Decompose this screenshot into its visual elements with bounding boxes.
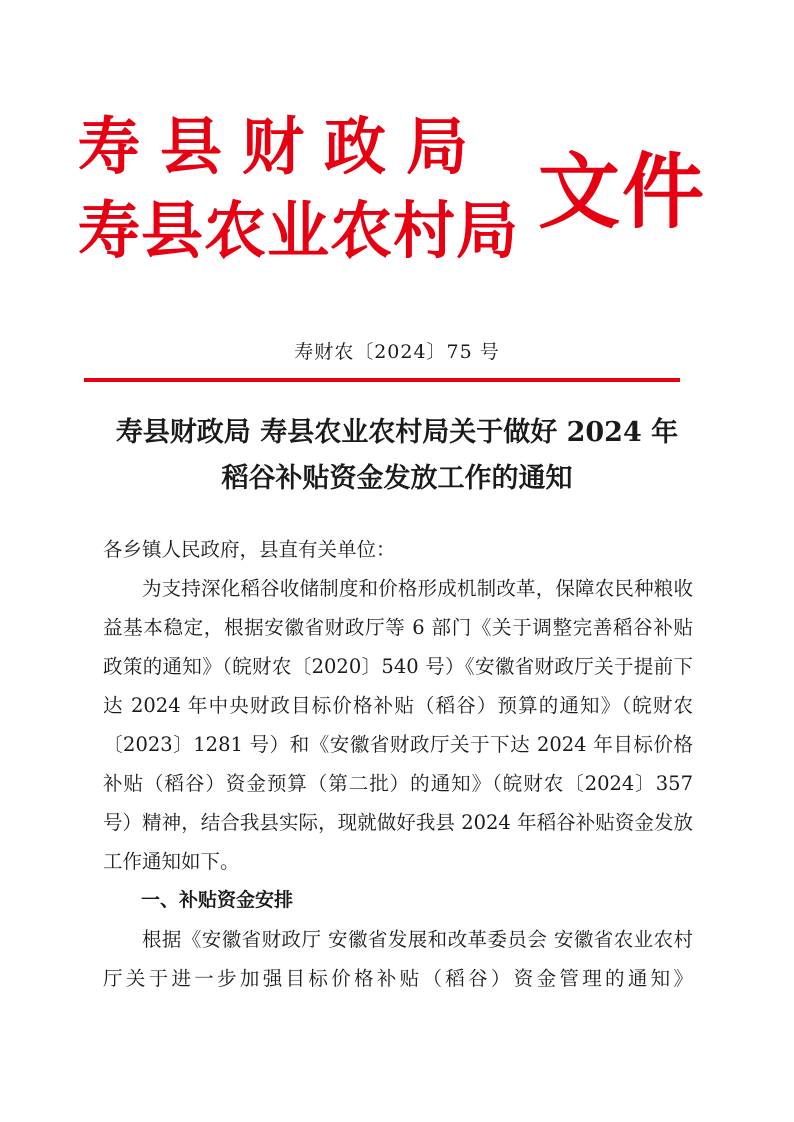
document-title	[0, 410, 794, 502]
paragraph-intro: 为支持深化稻谷收储制度和价格形成机制改革，保障农民种粮收益基本稳定，根据安徽省财政厅等 6 部门《关于调整完善稻谷补贴政策的通知》（皖财农〔2020〕540 号）《安徽省财政厅关于提前下达 2024 年中央财政目标价格补贴（稻谷）预算的通知》（皖财农〔2023〕1281 号）和《安徽省财政厅关于下达 2024 年目标价格补贴（稻谷）资金预算（第二批）的通知》（皖财农〔2024〕357 号）精神，结合我县实际，现就做好我县 2024 年稻谷补贴资金发放工作通知如下。	[103, 577, 693, 873]
issuer-header	[78, 112, 718, 282]
title-line-1: 寿县财政局 寿县农业农村局关于做好 2024 年	[115, 417, 679, 448]
section-heading-1: 一、补贴资金安排	[141, 889, 294, 911]
red-separator-line	[84, 378, 680, 382]
document-word: 文件	[538, 144, 707, 240]
document-number: 寿财农〔2024〕75 号	[294, 341, 500, 363]
issuer-finance-bureau: 寿县财政局	[78, 110, 489, 183]
document-body	[103, 530, 693, 998]
title-line-2: 稻谷补贴资金发放工作的通知	[221, 463, 573, 494]
issuer-agriculture-bureau: 寿县农业农村局	[78, 194, 520, 267]
salutation: 各乡镇人民政府，县直有关单位：	[103, 538, 396, 561]
paragraph-section-1: 根据《安徽省财政厅 安徽省发展和改革委员会 安徽省农业农村厅关于进一步加强目标价格补贴（稻谷）资金管理的通知》	[103, 928, 693, 990]
